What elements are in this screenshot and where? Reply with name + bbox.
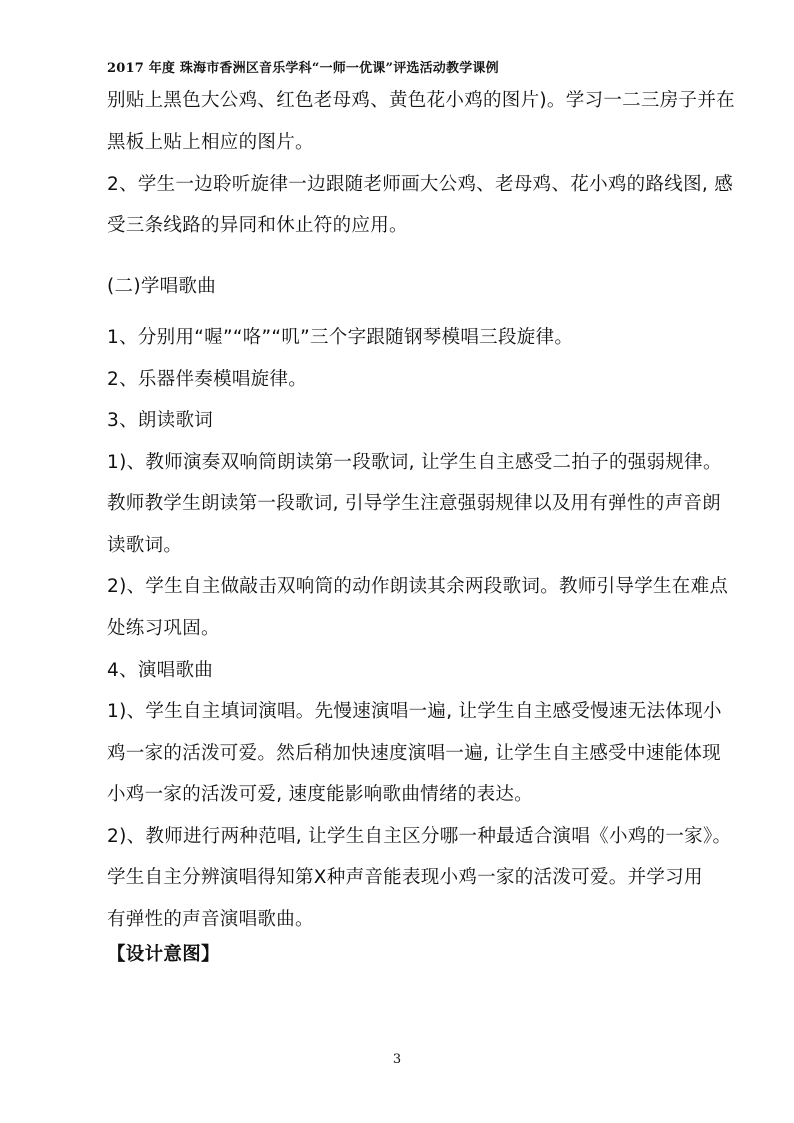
text-line-2: 黑板上贴上相应的图片。	[107, 132, 314, 153]
text-line-13: 处练习巩固。	[107, 618, 220, 639]
text-line-15: 1)、学生自主填词演唱。先慢速演唱一遍, 让学生自主感受慢速无法体现小	[107, 701, 722, 722]
text-line-17: 小鸡一家的活泼可爱, 速度能影响歌曲情绪的表达。	[107, 784, 533, 805]
text-line-11: 读歌词。	[107, 535, 183, 556]
subheading-sing-song: 4、演唱歌曲	[107, 660, 214, 681]
text-line-12: 2)、学生自主做敲击双响筒的动作朗读其余两段歌词。教师引导学生在难点	[107, 576, 729, 597]
design-intent-heading: 【设计意图】	[107, 944, 220, 965]
subheading-read-lyrics: 3、朗读歌词	[107, 410, 214, 431]
text-line-4: 受三条线路的异同和休止符的应用。	[107, 215, 408, 236]
text-line-18: 2)、教师进行两种范唱, 让学生自主区分哪一种最适合演唱《小鸡的一家》。	[107, 826, 732, 847]
text-line-1: 别贴上黑色大公鸡、红色老母鸡、黄色花小鸡的图片)。学习一二三房子并在	[107, 90, 735, 111]
text-line-3: 2、学生一边聆听旋律一边跟随老师画大公鸡、老母鸡、花小鸡的路线图, 感	[107, 174, 734, 195]
text-line-6: 1、分别用“喔”“咯”“叽”三个字跟随钢琴模唱三段旋律。	[107, 327, 574, 348]
text-line-20: 有弹性的声音演唱歌曲。	[107, 909, 314, 930]
text-line-10: 教师教学生朗读第一段歌词, 引导学生注意强弱规律以及用有弹性的声音朗	[107, 493, 721, 514]
text-line-7: 2、乐器伴奏模唱旋律。	[107, 369, 308, 390]
section-heading-learn-song: (二)学唱歌曲	[107, 276, 217, 297]
text-line-16: 鸡一家的活泼可爱。然后稍加快速度演唱一遍, 让学生自主感受中速能体现	[107, 743, 721, 764]
page-header: 2017 年度 珠海市香洲区音乐学科“一师一优课”评选活动教学课例	[107, 61, 499, 76]
text-line-19: 学生自主分辨演唱得知第X种声音能表现小鸡一家的活泼可爱。并学习用	[107, 867, 703, 888]
text-line-9: 1)、教师演奏双响筒朗读第一段歌词, 让学生自主感受二拍子的强弱规律。	[107, 452, 722, 473]
page-number: 3	[392, 1052, 402, 1067]
